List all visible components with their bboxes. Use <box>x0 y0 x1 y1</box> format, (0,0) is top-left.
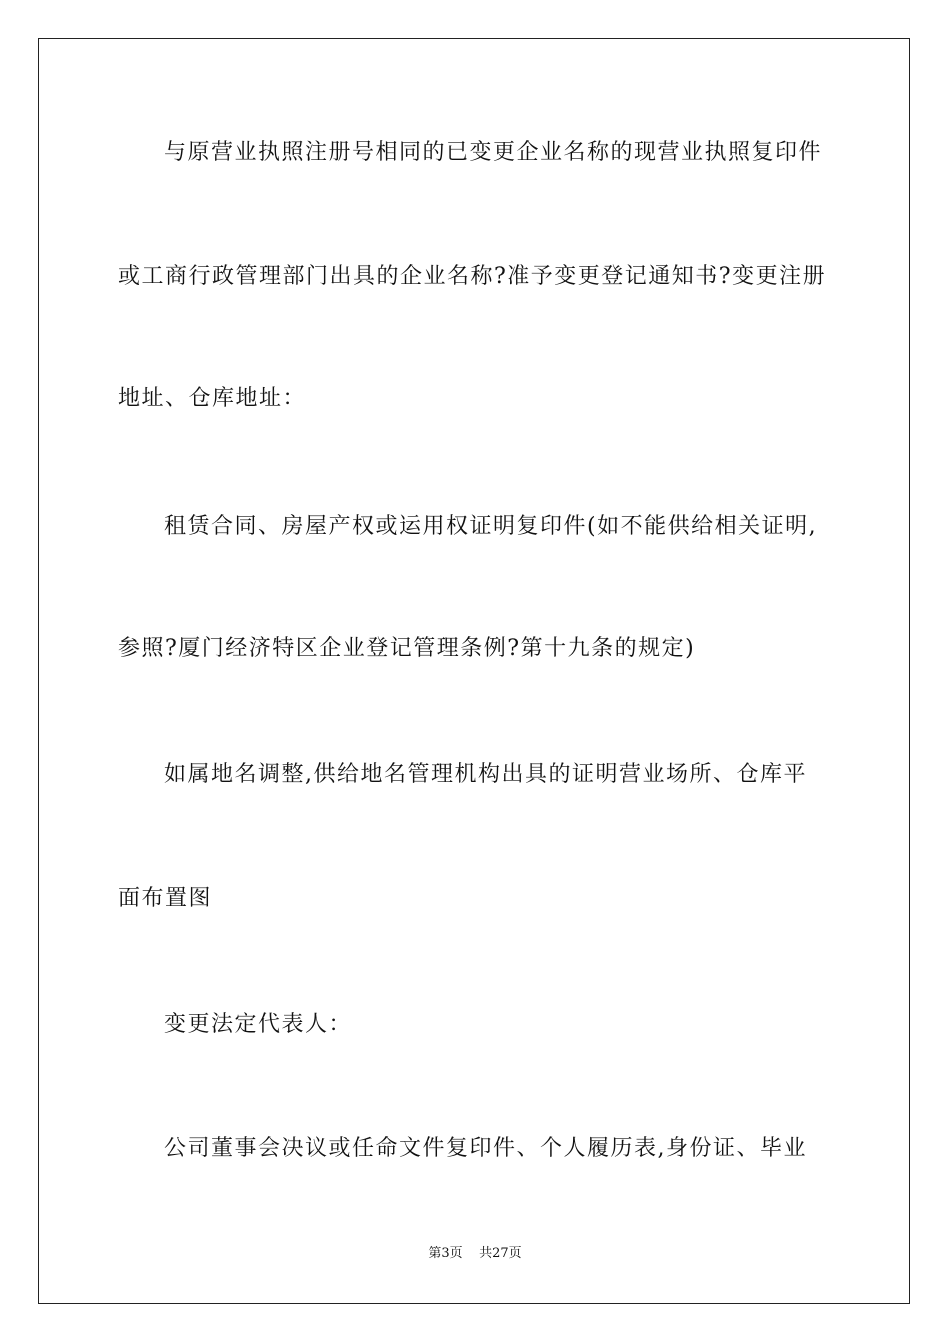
paragraph-line: 与原营业执照注册号相同的已变更企业名称的现营业执照复印件 <box>164 140 823 165</box>
paragraph-line: 如属地名调整,供给地名管理机构出具的证明营业场所、仓库平 <box>164 762 807 787</box>
paragraph-line: 地址、仓库地址： <box>118 386 307 411</box>
paragraph-line: 面布置图 <box>118 886 213 911</box>
paragraph-line: 公司董事会决议或任命文件复印件、个人履历表,身份证、毕业 <box>164 1136 807 1161</box>
page-footer <box>0 1246 950 1262</box>
page-number: 第3页 <box>428 1246 463 1261</box>
paragraph-line: 变更法定代表人： <box>164 1012 353 1037</box>
paragraph-line: 参照?厦门经济特区企业登记管理条例?第十九条的规定) <box>118 636 696 661</box>
paragraph-line: 或工商行政管理部门出具的企业名称?准予变更登记通知书?变更注册 <box>118 264 827 289</box>
page-border <box>38 38 910 1304</box>
paragraph-line: 租赁合同、房屋产权或运用权证明复印件(如不能供给相关证明, <box>164 514 818 539</box>
total-pages: 共27页 <box>479 1246 522 1261</box>
